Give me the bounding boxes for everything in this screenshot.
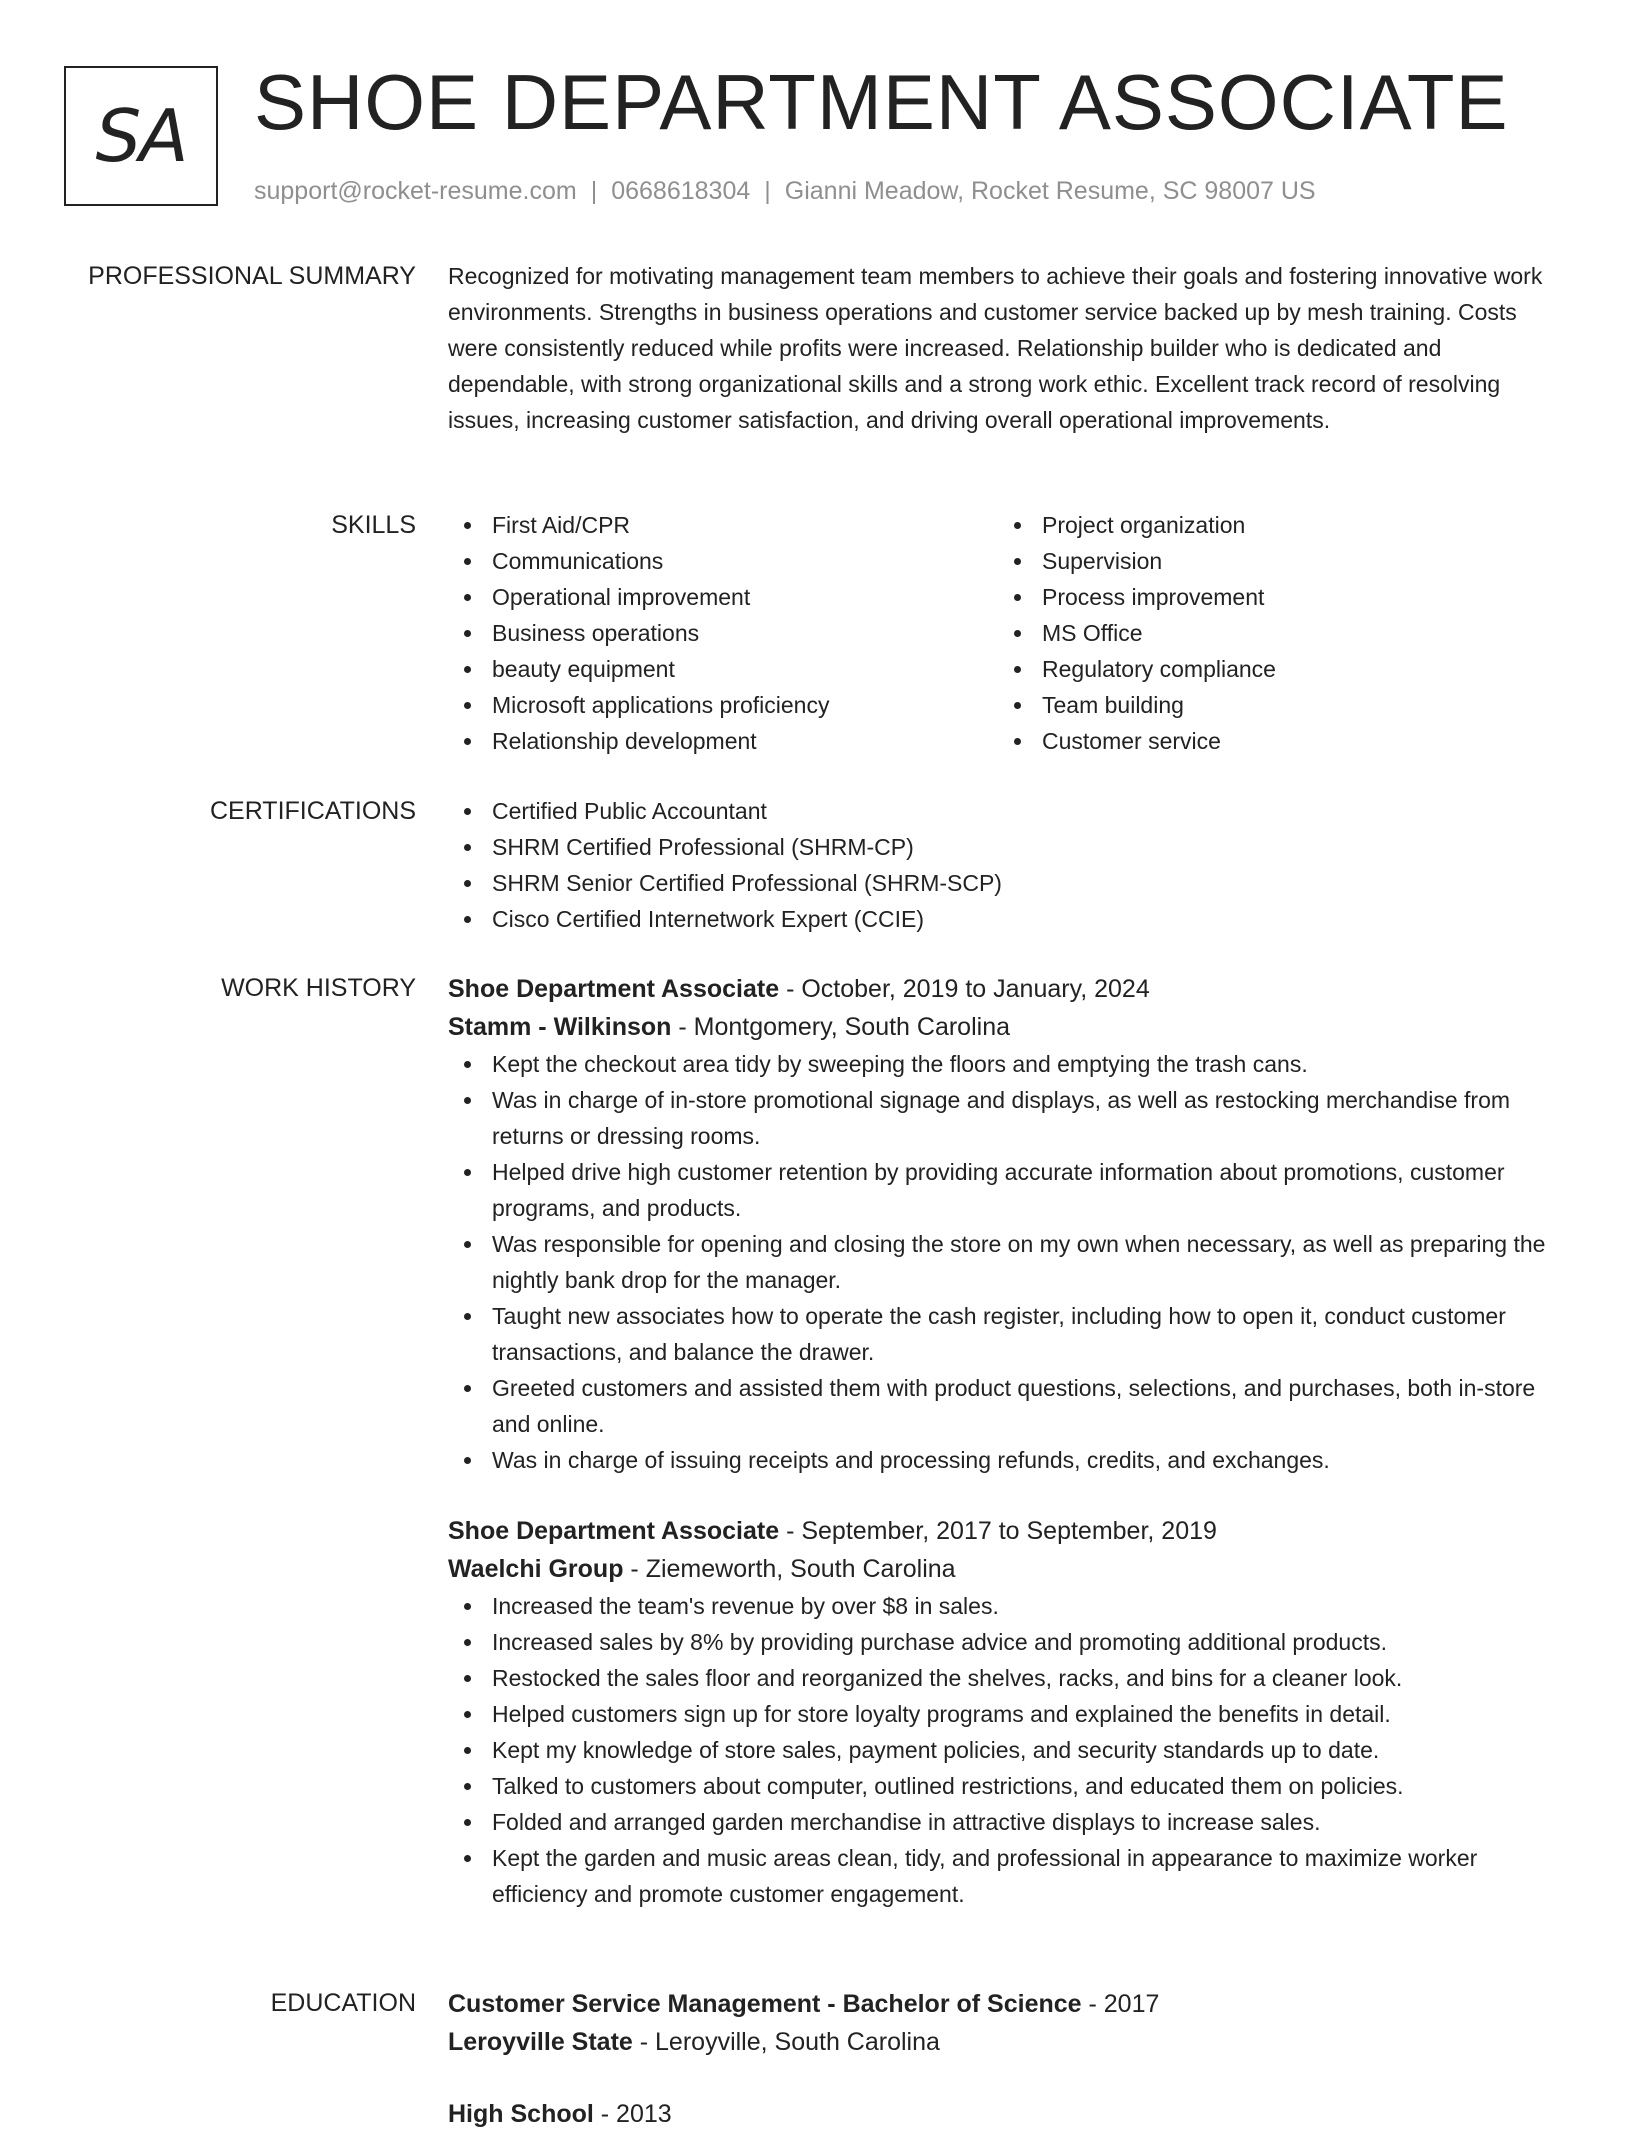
job-bullet: Kept my knowledge of store sales, payment policies, and security standards up to date. <box>448 1732 1568 1768</box>
job-title-line <box>448 1512 1568 1550</box>
job-dates: - September, 2017 to September, 2019 <box>779 1517 1217 1545</box>
education-degree: High School <box>448 2100 594 2128</box>
skill-item: Communications <box>448 543 998 579</box>
job-bullet: Was in charge of issuing receipts and processing refunds, credits, and exchanges. <box>448 1442 1568 1478</box>
skill-item: MS Office <box>998 615 1548 651</box>
certifications-body <box>448 793 1568 937</box>
section-label-skills: SKILLS <box>331 511 416 539</box>
job-bullets <box>448 1588 1568 1912</box>
contact-email[interactable]: support@rocket-resume.com <box>254 177 577 205</box>
education-degree-line <box>448 1985 1568 2023</box>
contact-line <box>254 174 1316 208</box>
skill-item: Microsoft applications proficiency <box>448 687 998 723</box>
job-bullet: Taught new associates how to operate the cash register, including how to open it, conduct customer transactions, and balance the drawer. <box>448 1298 1568 1370</box>
section-label-education: EDUCATION <box>270 1989 416 2017</box>
education-school-line <box>448 2023 1568 2061</box>
section-label-summary: PROFESSIONAL SUMMARY <box>88 262 416 290</box>
skill-item: Regulatory compliance <box>998 651 1548 687</box>
skill-item: Project organization <box>998 507 1548 543</box>
education-degree-line <box>448 2095 1568 2133</box>
education-year: - 2017 <box>1081 1990 1160 2018</box>
job-entry <box>448 970 1568 1478</box>
section-label-work-history: WORK HISTORY <box>221 974 416 1002</box>
job-title: Shoe Department Associate <box>448 1517 780 1545</box>
job-title-line <box>448 970 1568 1008</box>
job-entry <box>448 1512 1568 1912</box>
summary-text: Recognized for motivating management team members to achieve their goals and fostering innovative work environments. Strengths in business operations and customer service backed up by mesh training. Costs were consistently reduced while profits were increased. Relationship builder who is dedicated and dependable, with strong organizational skills and a strong work ethic. Excellent track record of resolving issues, increasing customer satisfaction, and driving overall operational improvements. <box>448 263 1543 433</box>
job-bullets <box>448 1046 1568 1478</box>
job-company: Waelchi Group <box>448 1555 624 1583</box>
education-school: Leroyville State <box>448 2028 633 2056</box>
summary-body <box>448 258 1568 438</box>
skill-item: First Aid/CPR <box>448 507 998 543</box>
contact-separator: | <box>590 177 598 205</box>
skills-body <box>448 507 1568 759</box>
job-title: Shoe Department Associate <box>448 975 780 1003</box>
monogram-logo: SA <box>64 66 218 206</box>
resume-title: SHOE DEPARTMENT ASSOCIATE <box>254 58 1509 146</box>
certification-item: SHRM Senior Certified Professional (SHRM-SCP) <box>448 865 1568 901</box>
education-entry <box>448 2095 1568 2133</box>
skill-item: Process improvement <box>998 579 1548 615</box>
job-bullet: Folded and arranged garden merchandise in attractive displays to increase sales. <box>448 1804 1568 1840</box>
work-history-body <box>448 970 1568 1912</box>
job-bullet: Was in charge of in-store promotional signage and displays, as well as restocking merchandise from returns or dressing rooms. <box>448 1082 1568 1154</box>
skill-item: Customer service <box>998 723 1548 759</box>
certification-item: Cisco Certified Internetwork Expert (CCIE) <box>448 901 1568 937</box>
job-bullet: Helped drive high customer retention by providing accurate information about promotions, customer programs, and products. <box>448 1154 1568 1226</box>
education-year: - 2013 <box>593 2100 672 2128</box>
job-bullet: Kept the checkout area tidy by sweeping the floors and emptying the trash cans. <box>448 1046 1568 1082</box>
job-bullet: Kept the garden and music areas clean, tidy, and professional in appearance to maximize worker efficiency and promote customer engagement. <box>448 1840 1568 1912</box>
skill-item: Team building <box>998 687 1548 723</box>
certifications-list <box>448 793 1568 937</box>
job-bullet: Restocked the sales floor and reorganized the shelves, racks, and bins for a cleaner look. <box>448 1660 1568 1696</box>
skill-item: Business operations <box>448 615 998 651</box>
skill-item: Relationship development <box>448 723 998 759</box>
job-bullet: Increased the team's revenue by over $8 in sales. <box>448 1588 1568 1624</box>
job-company-line <box>448 1550 1568 1588</box>
job-bullet: Talked to customers about computer, outlined restrictions, and educated them on policies. <box>448 1768 1568 1804</box>
job-dates: - October, 2019 to January, 2024 <box>779 975 1150 1003</box>
section-label-certifications: CERTIFICATIONS <box>209 797 416 825</box>
education-entry <box>448 1985 1568 2061</box>
contact-phone[interactable]: 0668618304 <box>611 177 751 205</box>
skill-item: Supervision <box>998 543 1548 579</box>
contact-address: Gianni Meadow, Rocket Resume, SC 98007 US <box>784 177 1316 205</box>
job-company: Stamm - Wilkinson <box>448 1013 672 1041</box>
skills-list-right <box>998 507 1548 759</box>
job-bullet: Greeted customers and assisted them with product questions, selections, and purchases, both in-store and online. <box>448 1370 1568 1442</box>
job-location: - Montgomery, South Carolina <box>671 1013 1010 1041</box>
certification-item: SHRM Certified Professional (SHRM-CP) <box>448 829 1568 865</box>
job-location: - Ziemeworth, South Carolina <box>623 1555 956 1583</box>
education-body <box>448 1985 1568 2133</box>
certification-item: Certified Public Accountant <box>448 793 1568 829</box>
education-degree: Customer Service Management - Bachelor of Science <box>448 1990 1082 2018</box>
job-bullet: Increased sales by 8% by providing purchase advice and promoting additional products. <box>448 1624 1568 1660</box>
skills-list-left <box>448 507 998 759</box>
education-location: - Leroyville, South Carolina <box>632 2028 940 2056</box>
job-bullet: Was responsible for opening and closing the store on my own when necessary, as well as preparing the nightly bank drop for the manager. <box>448 1226 1568 1298</box>
skill-item: beauty equipment <box>448 651 998 687</box>
job-company-line <box>448 1008 1568 1046</box>
contact-separator: | <box>764 177 771 205</box>
job-bullet: Helped customers sign up for store loyalty programs and explained the benefits in detail. <box>448 1696 1568 1732</box>
skill-item: Operational improvement <box>448 579 998 615</box>
